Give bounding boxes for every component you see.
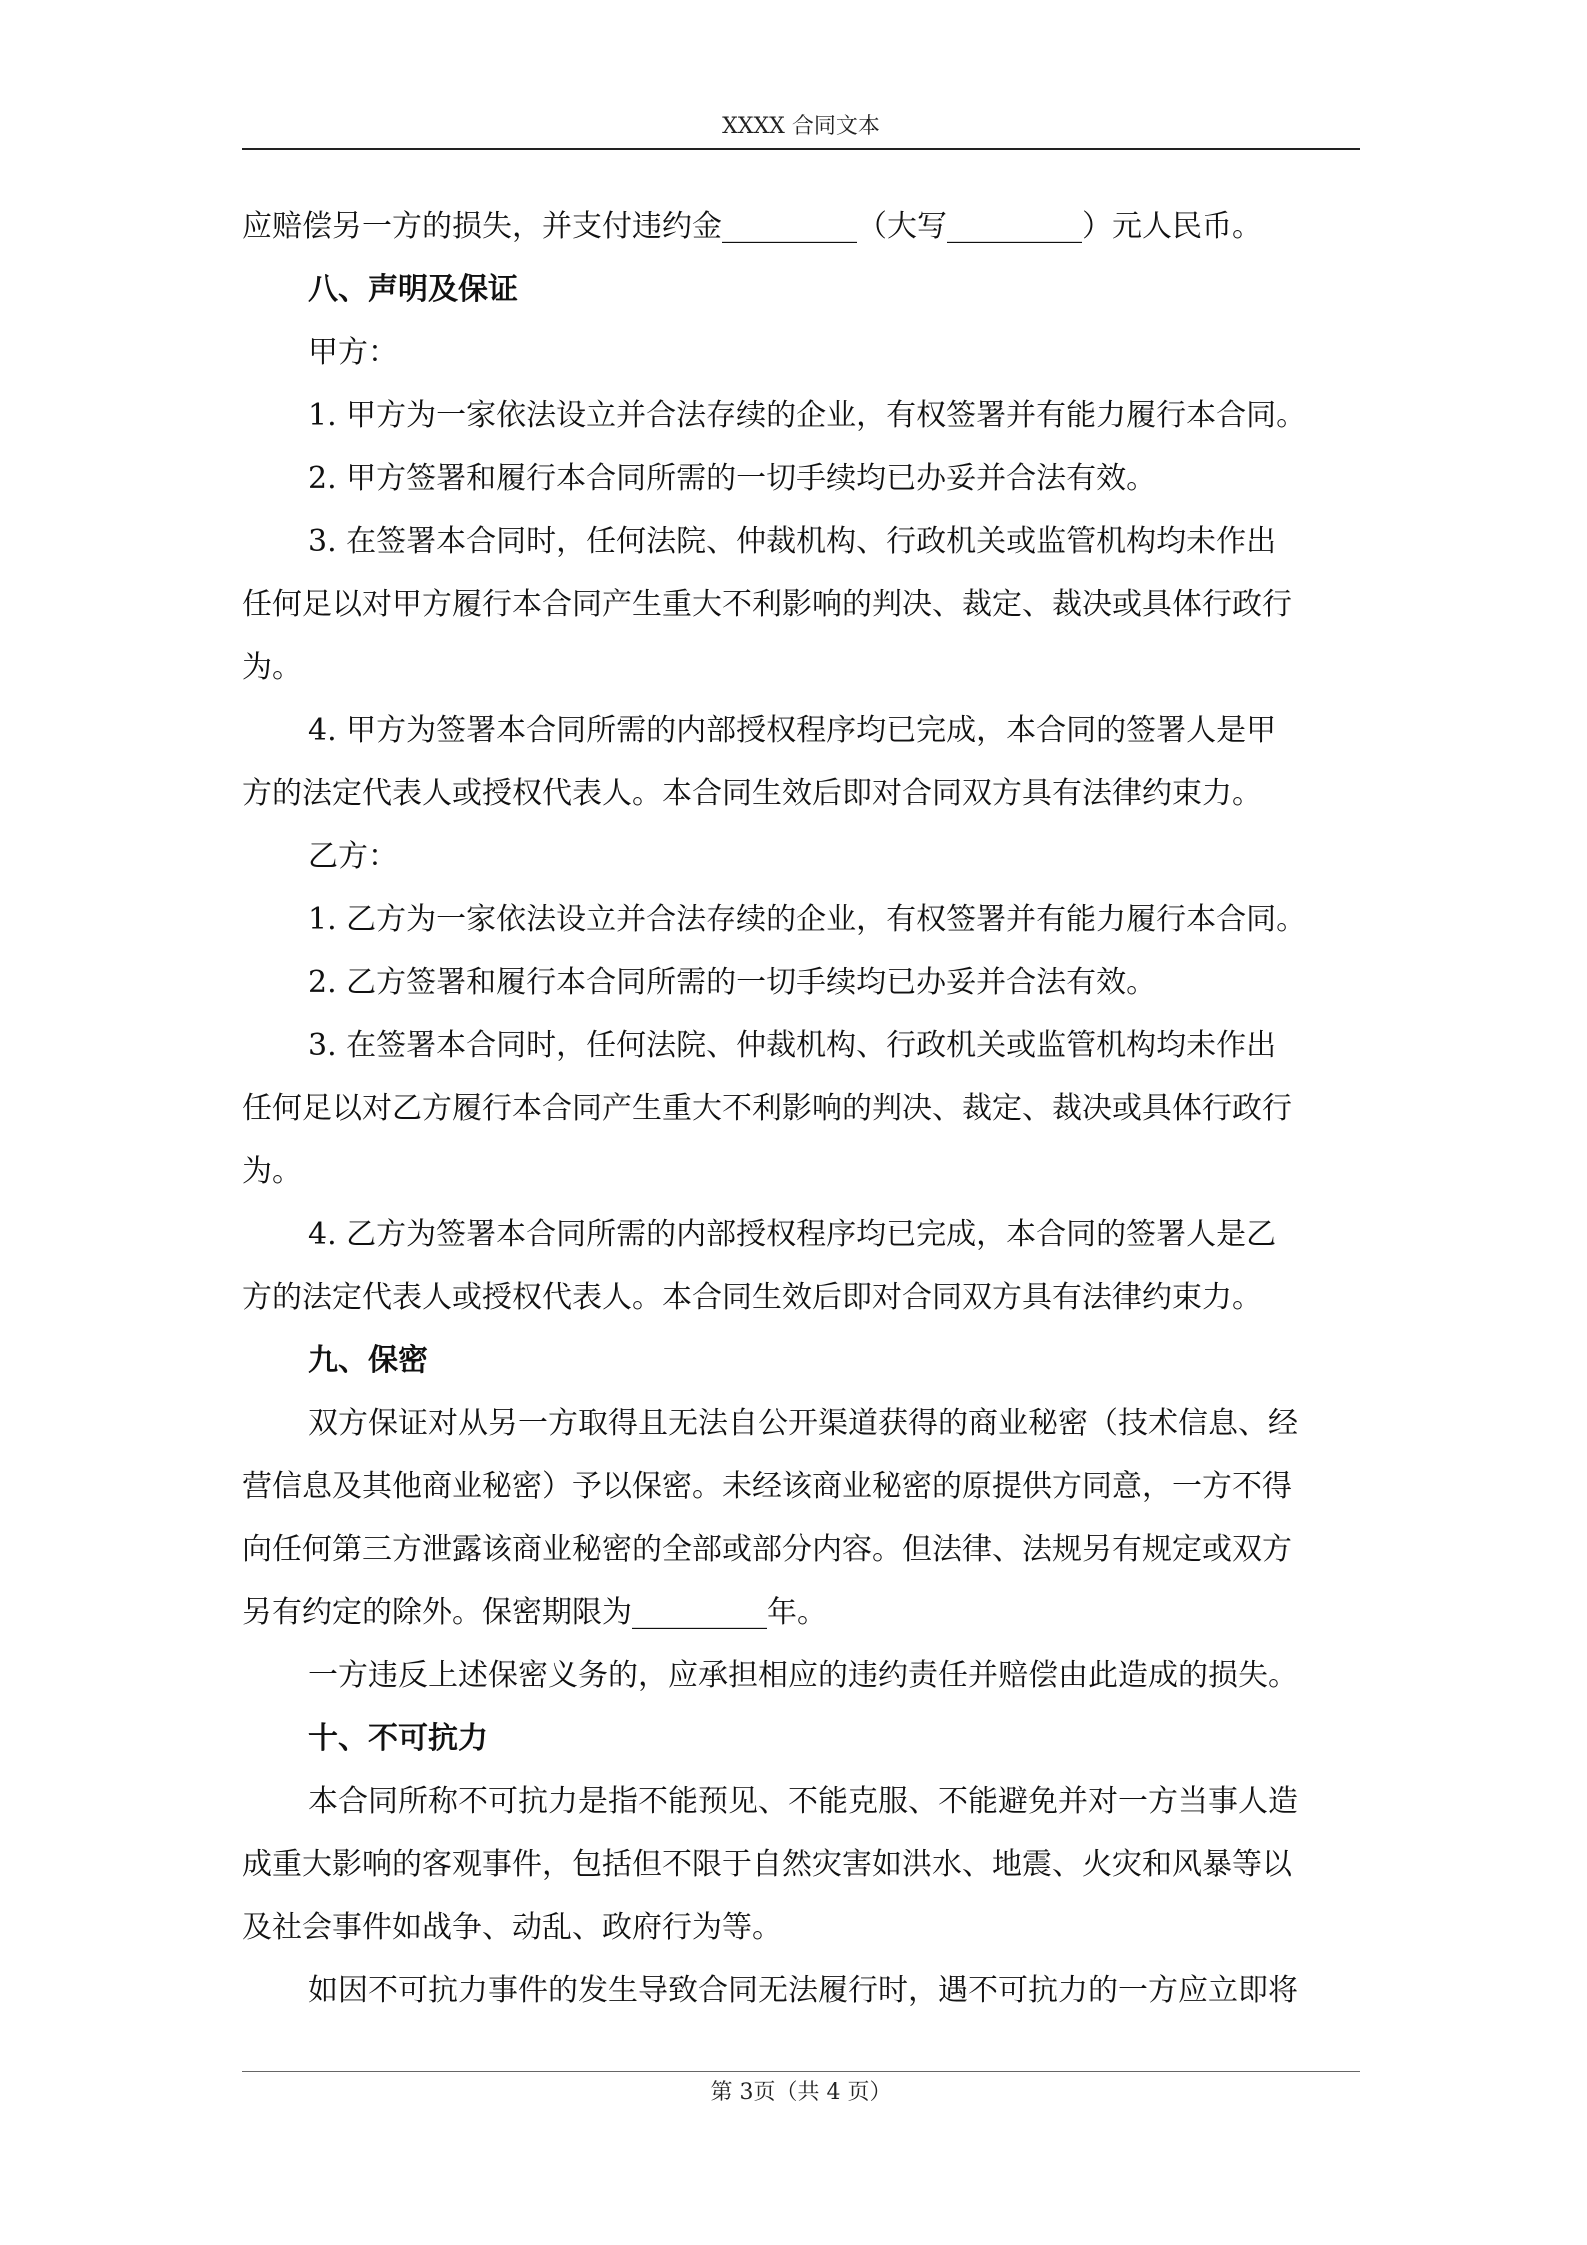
page-number: 第 3页（共 4 页）: [710, 2080, 892, 2105]
text-line: 另有约定的除外。保密期限为_________年。: [242, 1595, 827, 1630]
text-line: 应赔偿另一方的损失，并支付违约金_________（大写_________）元人民币。: [242, 209, 1262, 244]
text-line: 甲方：: [308, 335, 398, 370]
text-line: 3. 在签署本合同时，任何法院、仲裁机构、行政机关或监管机构均未作出: [308, 524, 1277, 559]
text-line: 方的法定代表人或授权代表人。本合同生效后即对合同双方具有法律约束力。: [242, 1280, 1262, 1315]
text-line: 4. 乙方为签署本合同所需的内部授权程序均已完成，本合同的签署人是乙: [308, 1217, 1277, 1252]
section-heading: 八、声明及保证: [308, 272, 518, 307]
text-line: 及社会事件如战争、动乱、政府行为等。: [242, 1910, 782, 1945]
text-line: 3. 在签署本合同时，任何法院、仲裁机构、行政机关或监管机构均未作出: [308, 1028, 1277, 1063]
text-line: 1. 甲方为一家依法设立并合法存续的企业，有权签署并有能力履行本合同。: [308, 398, 1307, 433]
document-body: [242, 195, 1360, 2022]
text-line: 方的法定代表人或授权代表人。本合同生效后即对合同双方具有法律约束力。: [242, 776, 1262, 811]
text-line: 一方违反上述保密义务的，应承担相应的违约责任并赔偿由此造成的损失。: [308, 1658, 1298, 1693]
text-line: 营信息及其他商业秘密）予以保密。未经该商业秘密的原提供方同意，一方不得: [242, 1469, 1292, 1504]
header-title: XXXX 合同文本: [722, 114, 880, 139]
text-line: 成重大影响的客观事件，包括但不限于自然灾害如洪水、地震、火灾和风暴等以: [242, 1847, 1292, 1882]
text-line: 向任何第三方泄露该商业秘密的全部或部分内容。但法律、法规另有规定或双方: [242, 1532, 1292, 1567]
text-line: 乙方：: [308, 839, 398, 874]
text-line: 本合同所称不可抗力是指不能预见、不能克服、不能避免并对一方当事人造: [308, 1784, 1298, 1819]
section-heading: 九、保密: [308, 1343, 428, 1378]
page-header: [242, 112, 1360, 150]
text-line: 为。: [242, 1154, 302, 1189]
section-heading: 十、不可抗力: [308, 1721, 488, 1756]
text-line: 任何足以对乙方履行本合同产生重大不利影响的判决、裁定、裁决或具体行政行: [242, 1091, 1292, 1126]
text-line: 2. 甲方签署和履行本合同所需的一切手续均已办妥并合法有效。: [308, 461, 1157, 496]
text-line: 4. 甲方为签署本合同所需的内部授权程序均已完成，本合同的签署人是甲: [308, 713, 1277, 748]
text-line: 双方保证对从另一方取得且无法自公开渠道获得的商业秘密（技术信息、经: [308, 1406, 1298, 1441]
page-footer: [242, 2071, 1360, 2108]
text-line: 任何足以对甲方履行本合同产生重大不利影响的判决、裁定、裁决或具体行政行: [242, 587, 1292, 622]
text-line: 2. 乙方签署和履行本合同所需的一切手续均已办妥并合法有效。: [308, 965, 1157, 1000]
text-line: 1. 乙方为一家依法设立并合法存续的企业，有权签署并有能力履行本合同。: [308, 902, 1307, 937]
text-line: 如因不可抗力事件的发生导致合同无法履行时，遇不可抗力的一方应立即将: [308, 1973, 1298, 2008]
text-line: 为。: [242, 650, 302, 685]
